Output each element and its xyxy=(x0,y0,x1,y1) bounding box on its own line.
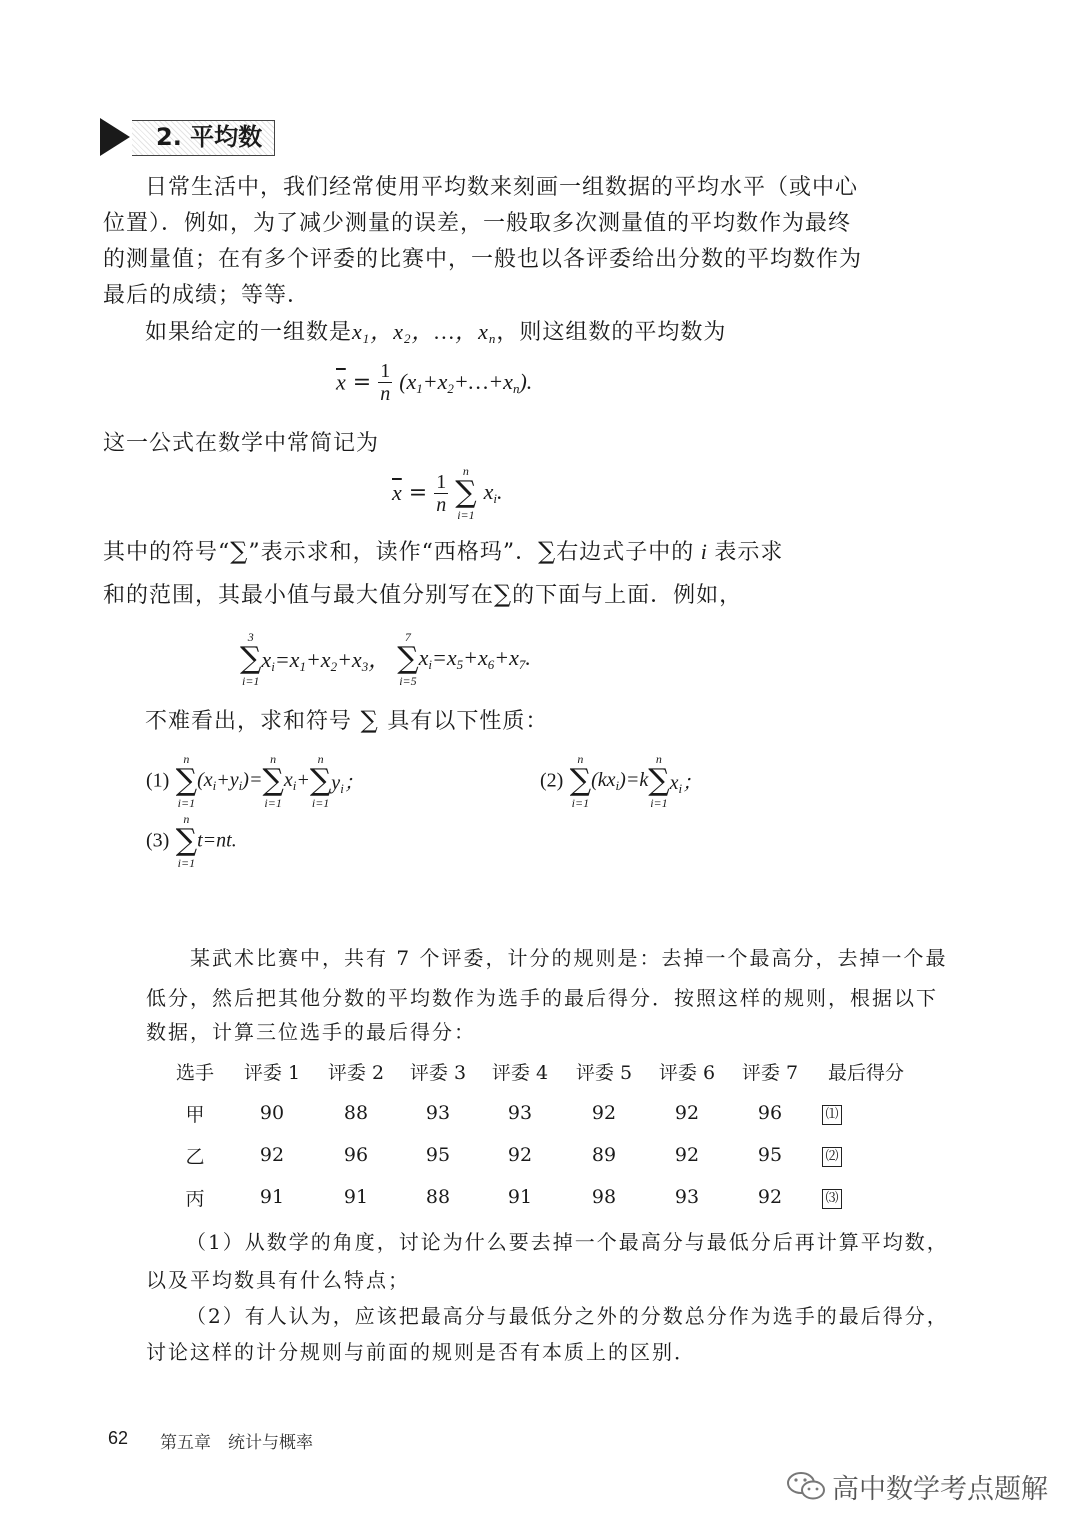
exercise-line-1: 某武术比赛中，共有 7 个评委，计分的规则是：去掉一个最高分，去掉一个最 xyxy=(190,946,948,970)
sigma-line-2: 和的范围，其最小值与最大值分别写在∑的下面与上面．例如， xyxy=(103,580,743,608)
sigma-icon: ∑ xyxy=(538,537,557,565)
intro-line-3: 的测量值；在有多个评委的比赛中，一般也以各评委给出分数的平均数作为 xyxy=(103,247,863,272)
watermark-text: 高中数学考点题解 xyxy=(832,1473,1048,1505)
table-cell: 88 xyxy=(425,1186,451,1208)
sigma-mean-formula: $\overline{x}$ = $\frac{1}{n}$ n ∑ i=1 $x_i$. xyxy=(392,464,503,522)
answer-box: ⑴ xyxy=(822,1105,842,1125)
table-header: 评委 4 xyxy=(491,1061,549,1084)
section-arrow-icon xyxy=(98,116,132,158)
table-cell xyxy=(812,1092,920,1134)
table-cell: 93 xyxy=(425,1102,451,1124)
answer-box: ⑶ xyxy=(822,1189,842,1209)
given-before: 如果给定的一组数是 xyxy=(145,320,353,345)
given-sentence xyxy=(145,314,726,357)
table-cell: 91 xyxy=(343,1186,369,1208)
intro-line-1: 日常生活中，我们经常使用平均数来刻画一组数据的平均水平（或中心 xyxy=(145,175,859,200)
table-row xyxy=(160,1092,920,1134)
property-2: (2) n ∑ i=1 $(kx_i)=k$ n ∑ i=1 $x_i$； xyxy=(540,752,703,810)
property-sentence: 不难看出，求和符号 ∑ 具有以下性质： xyxy=(145,706,549,734)
table-cell: 92 xyxy=(591,1102,617,1124)
table-header: 评委 1 xyxy=(243,1061,301,1084)
sigma-icon: ∑ xyxy=(352,706,388,734)
abbr-sentence: 这一公式在数学中常简记为 xyxy=(103,431,380,456)
table-cell: 95 xyxy=(425,1144,451,1166)
table-cell: 93 xyxy=(507,1102,533,1124)
table-cell: 96 xyxy=(343,1144,369,1166)
table-cell: 92 xyxy=(259,1144,285,1166)
sigma-icon: ∑ xyxy=(494,580,513,608)
table-row xyxy=(160,1176,920,1218)
table-cell: 89 xyxy=(591,1144,617,1166)
watermark xyxy=(786,1466,1048,1506)
sigma-line-1: 其中的符号“∑”表示求和，读作“西格玛”．∑右边式子中的 i 表示求 xyxy=(103,537,784,565)
page-number: 62 xyxy=(108,1428,129,1448)
score-table xyxy=(160,1050,920,1218)
sigma-icon: ∑ xyxy=(230,537,249,565)
intro-line-4: 最后的成绩；等等． xyxy=(103,283,311,308)
exercise-line-2: 低分，然后把其他分数的平均数作为选手的最后得分．按照这样的规则，根据以下 xyxy=(146,986,938,1010)
table-cell: 96 xyxy=(757,1102,783,1124)
question-1-line-1: （1）从数学的角度，讨论为什么要去掉一个最高分与最低分后再计算平均数， xyxy=(186,1230,949,1254)
table-header: 评委 6 xyxy=(658,1061,716,1084)
table-header: 评委 2 xyxy=(327,1061,385,1084)
wechat-icon xyxy=(786,1470,826,1502)
table-header: 选手 xyxy=(175,1061,214,1084)
table-cell: 92 xyxy=(757,1186,783,1208)
given-after: ，则这组数的平均数为 xyxy=(496,320,727,345)
table-cell: 95 xyxy=(757,1144,783,1166)
table-row xyxy=(160,1134,920,1176)
table-header: 评委 5 xyxy=(575,1061,633,1084)
property-1: (1) n ∑ i=1 $(x_i+y_i)=$ n ∑ i=1 $x_i+$ n ∑ i=1 $y_i$； xyxy=(146,752,364,810)
table-cell: 92 xyxy=(507,1144,533,1166)
table-cell: 92 xyxy=(674,1102,700,1124)
table-cell: 98 xyxy=(591,1186,617,1208)
table-cell: 甲 xyxy=(185,1103,205,1126)
property-3: (3) n ∑ i=1 t=nt. xyxy=(146,812,237,870)
sigma-examples: 3 ∑ i=1 $x_i=x_1+x_2+x_3$， 7 ∑ i=5 $x_i=x_5+x_6+x_7$. xyxy=(240,630,531,688)
table-cell xyxy=(812,1134,920,1176)
table-cell: 91 xyxy=(507,1186,533,1208)
table-cell: 90 xyxy=(259,1102,285,1124)
question-2-line-1: （2）有人认为，应该把最高分与最低分之外的分数总分作为选手的最后得分， xyxy=(186,1304,949,1328)
table-cell: 92 xyxy=(674,1144,700,1166)
section-title: 2. 平均数 xyxy=(156,123,263,151)
table-cell: 88 xyxy=(343,1102,369,1124)
mean-formula: $\overline{x}$ = $\frac{1}{n}$ $(x_1+x_2+\dots+x_n)$. xyxy=(336,360,533,405)
intro-line-2: 位置）．例如，为了减少测量的误差，一般取多次测量值的平均数作为最终 xyxy=(103,211,852,236)
table-cell: 乙 xyxy=(185,1145,205,1168)
question-2-line-2: 讨论这样的计分规则与前面的规则是否有本质上的区别． xyxy=(146,1340,696,1364)
table-cell: 91 xyxy=(259,1186,285,1208)
table-header: 评委 3 xyxy=(409,1061,467,1084)
table-header-row xyxy=(160,1050,920,1092)
table-header: 最后得分 xyxy=(827,1061,904,1084)
table-cell xyxy=(812,1176,920,1218)
table-cell: 93 xyxy=(674,1186,700,1208)
question-1-line-2: 以及平均数具有什么特点； xyxy=(146,1268,410,1292)
table-cell: 丙 xyxy=(185,1187,205,1210)
answer-box: ⑵ xyxy=(822,1147,842,1167)
given-list: $x_1$，$x_2$，…，$x_n$ xyxy=(352,319,497,346)
table-header: 评委 7 xyxy=(741,1061,799,1084)
chapter-title: 第五章 统计与概率 xyxy=(160,1433,313,1453)
section-header xyxy=(98,112,278,162)
exercise-line-3: 数据，计算三位选手的最后得分： xyxy=(146,1020,476,1044)
